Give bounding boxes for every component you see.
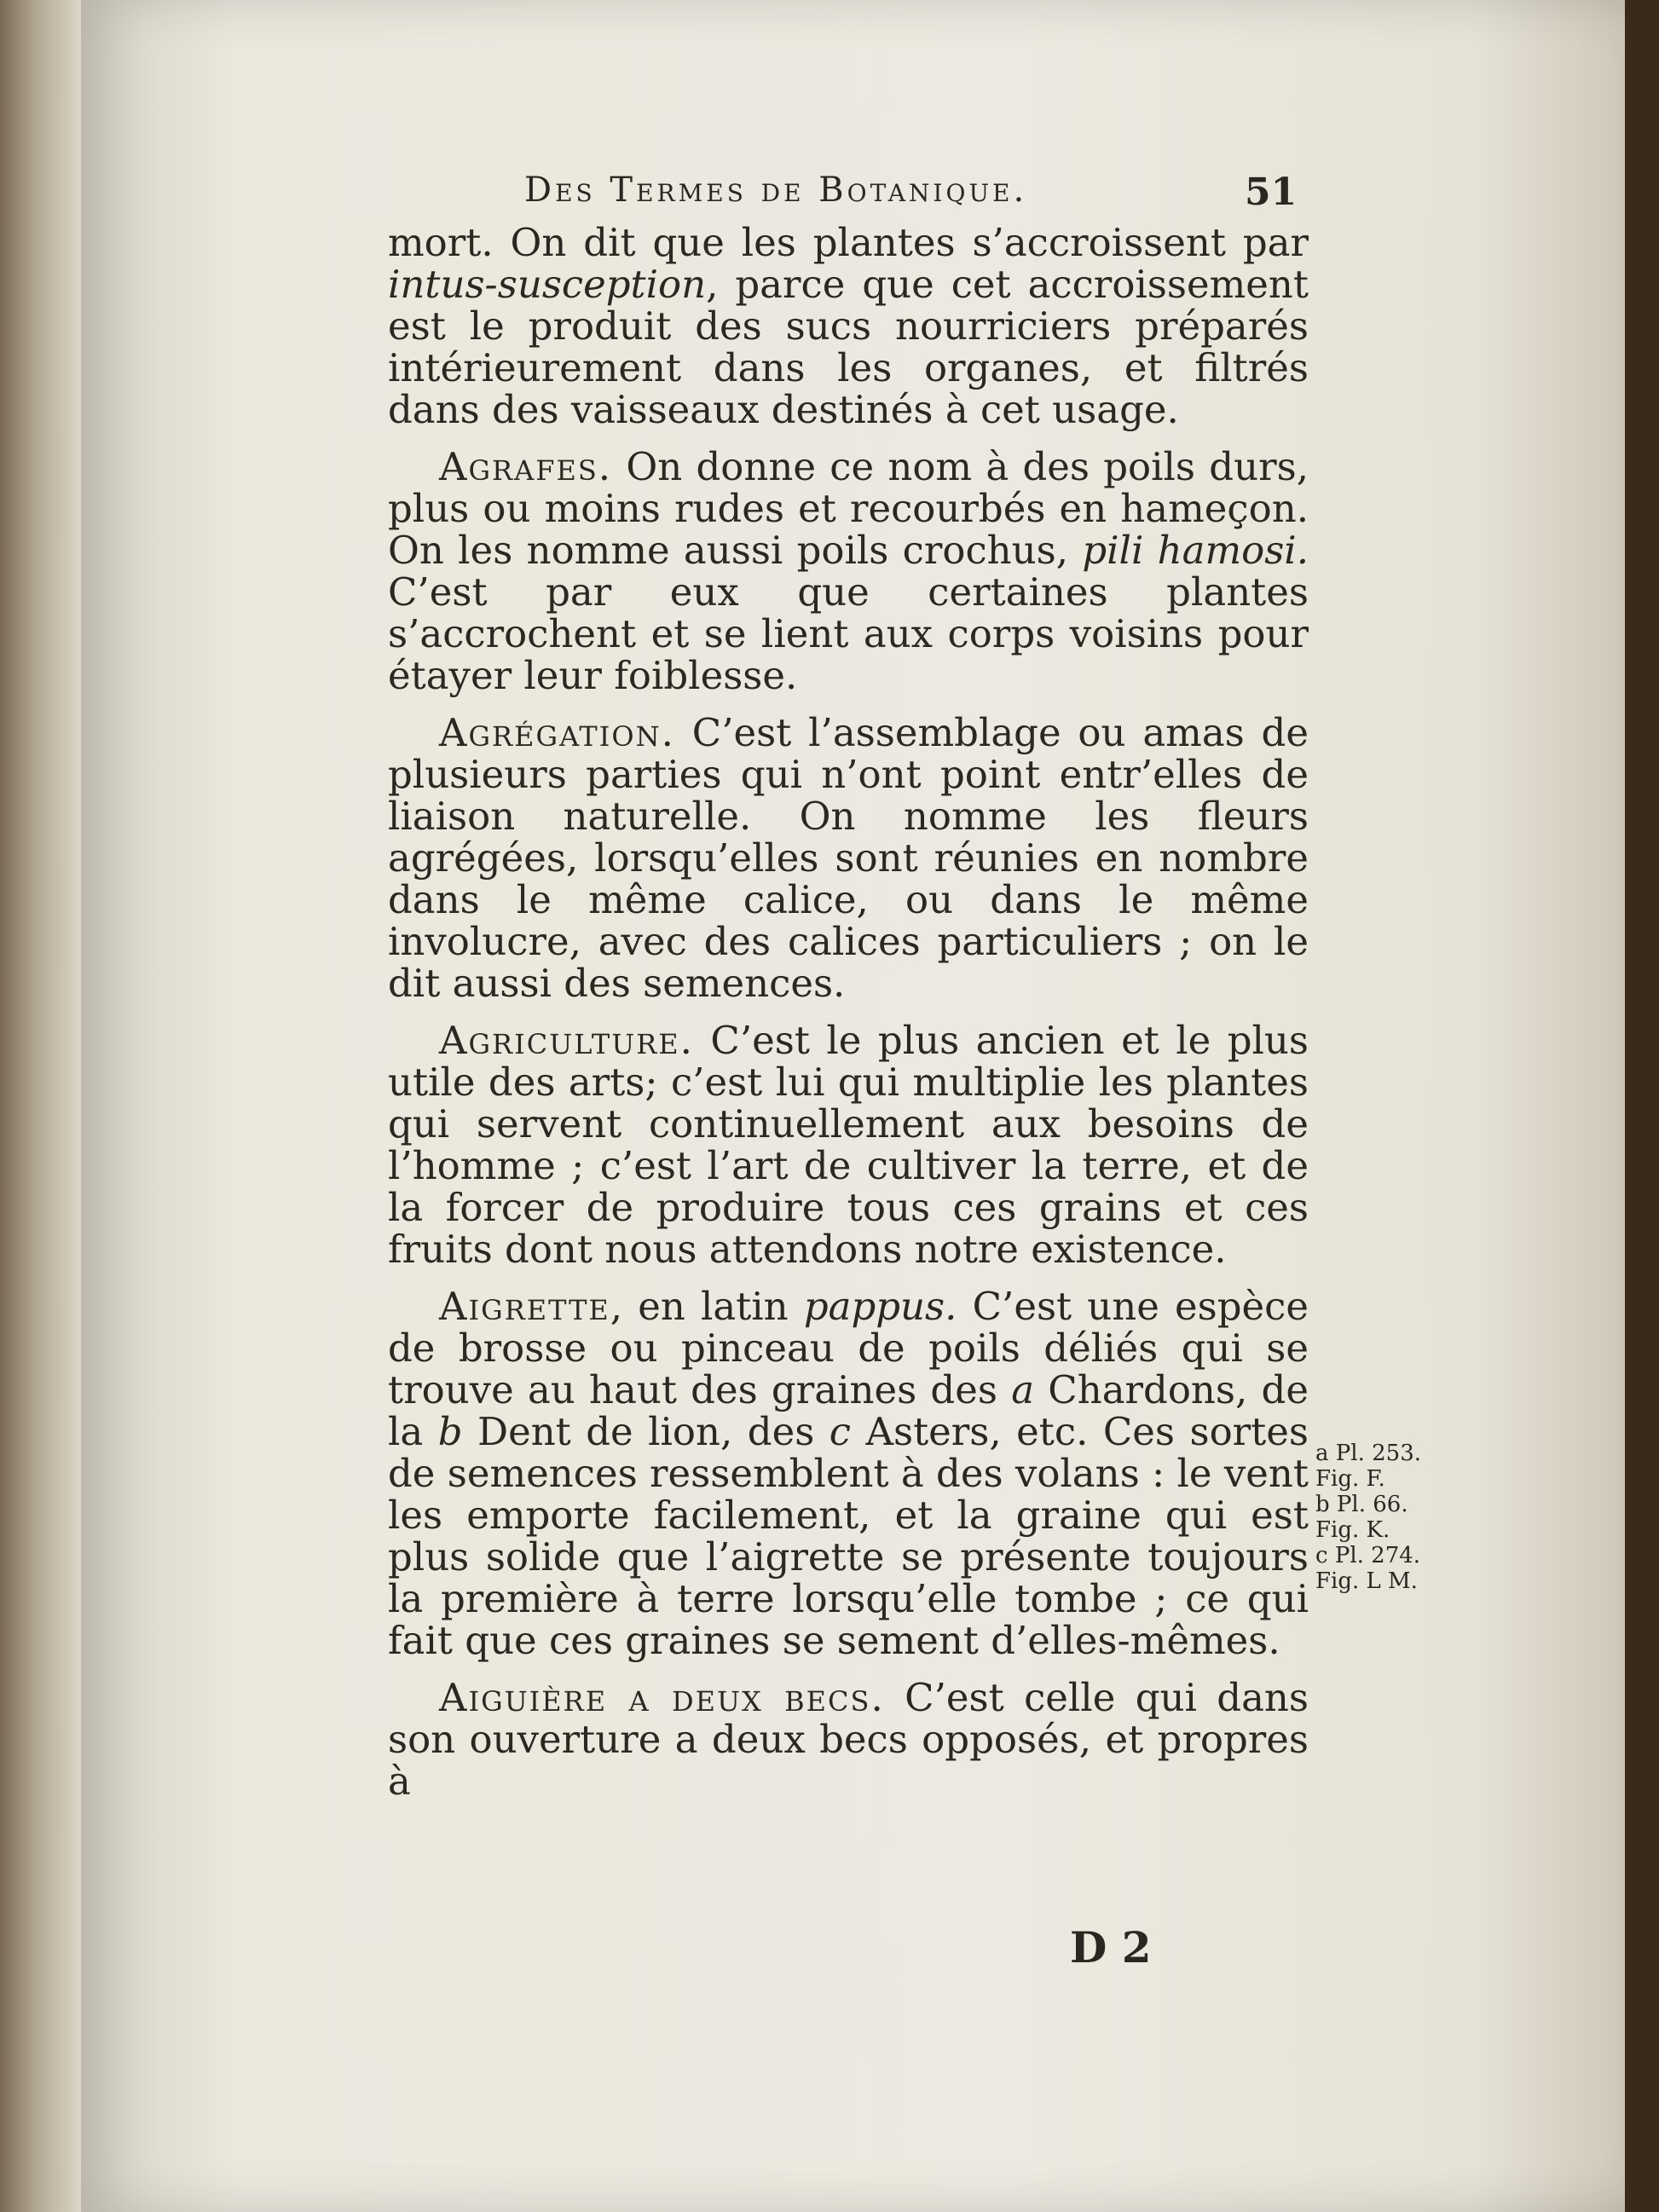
margin-note: b Pl. 66. — [1315, 1492, 1408, 1517]
text-segment: , en latin — [610, 1284, 804, 1329]
text-segment: , parce que cet accroissement est le produit des sucs nourriciers préparés intérieurement dans les organes, et filtrés dans des vaisseaux destinés à cet usage. — [388, 262, 1309, 432]
entry-headword: Aigrette — [439, 1284, 610, 1329]
paragraph-p2 — [388, 712, 1309, 1004]
margin-note: c Pl. 274. — [1315, 1543, 1421, 1568]
body-text — [388, 222, 1309, 1817]
entry-headword: Agriculture. — [439, 1018, 694, 1063]
text-segment: b — [437, 1409, 463, 1454]
paragraph-p1 — [388, 446, 1309, 696]
margin-note: Fig. K. — [1315, 1517, 1390, 1543]
entry-headword: Agrégation. — [439, 710, 675, 755]
running-head: Des Termes de Botanique. — [524, 170, 1028, 210]
text-segment: mort. On dit que les plantes s’accroissent par — [388, 220, 1309, 265]
entry-headword: Aiguière a deux becs. — [439, 1675, 885, 1720]
text-segment: pili hamosi. — [1082, 528, 1309, 573]
text-segment: intus-susception — [388, 262, 707, 307]
text-segment: Chardons, de la — [388, 1367, 1309, 1454]
text-segment: C’est par eux que certaines plantes s’accrochent et se lient aux corps voisins pour étayer leur foiblesse. — [388, 569, 1309, 698]
margin-note: a Pl. 253. — [1315, 1441, 1421, 1466]
text-segment: c — [829, 1409, 851, 1454]
paragraph-p5 — [388, 1677, 1309, 1802]
entry-headword: Agrafes. — [439, 444, 613, 489]
text-segment: C’est celle qui dans son ouverture a deux becs opposés, et propres à — [388, 1675, 1309, 1804]
page-number: 51 — [1245, 170, 1298, 214]
paragraph-p4 — [388, 1285, 1309, 1661]
paragraph-p3 — [388, 1019, 1309, 1270]
text-segment: Dent de lion, des — [462, 1409, 830, 1454]
text-segment: C’est le plus ancien et le plus utile des arts; c’est lui qui multiplie les plantes qui servent continuellement aux besoins de l’homme ; c’est l’art de cultiver la terre, et de la forcer de produire tous ces grains et ces fruits dont nous attendons notre existence. — [388, 1018, 1309, 1272]
book-page — [81, 0, 1628, 2212]
text-segment: a — [1011, 1367, 1035, 1412]
text-segment: Asters, etc. Ces sortes de semences ressemblent à des volans : le vent les emporte facilement, et la graine qui est plus solide que l’aigrette se présente toujours la première à terre lorsqu’elle tombe ; ce qui fait que ces graines se sement d’elles-mêmes. — [388, 1409, 1309, 1663]
background-shadow — [1625, 0, 1659, 2212]
paragraph-p0 — [388, 222, 1309, 430]
margin-note: Fig. L M. — [1315, 1568, 1418, 1594]
margin-notes — [1315, 1441, 1460, 1594]
text-segment: pappus. — [803, 1284, 957, 1329]
margin-note: Fig. F. — [1315, 1466, 1385, 1492]
signature-mark: D 2 — [1070, 1922, 1152, 1972]
text-segment: C’est une espèce de brosse ou pinceau de poils déliés qui se trouve au haut des graines des — [388, 1284, 1309, 1412]
text-segment: C’est l’assemblage ou amas de plusieurs parties qui n’ont point entr’elles de liaison naturelle. On nomme les fleurs agrégées, lorsqu’elles sont réunies en nombre dans le même calice, ou dans le même involucre, avec des calices particuliers ; on le dit aussi des semences. — [388, 710, 1309, 1006]
text-segment: On donne ce nom à des poils durs, plus ou moins rudes et recourbés en hameçon. On les nomme aussi poils crochus, — [388, 444, 1309, 573]
facing-page-edge — [0, 0, 81, 2212]
